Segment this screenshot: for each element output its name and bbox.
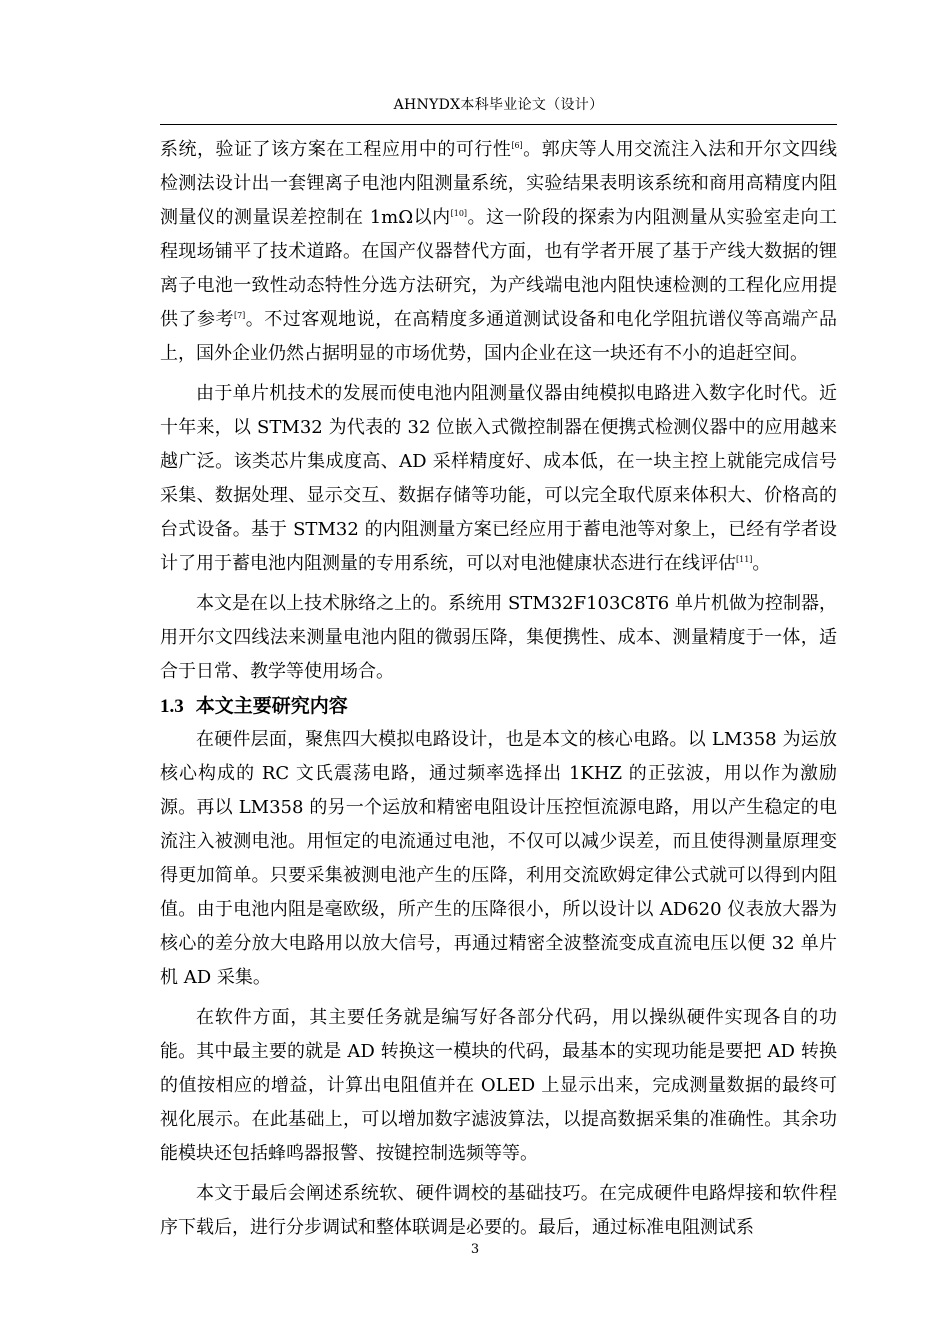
page-number: 3 — [470, 1242, 480, 1257]
paragraph-2 — [160, 377, 837, 581]
page-body — [160, 133, 837, 1245]
citation-ref: [10] — [450, 209, 468, 218]
text-run: 。不过客观地说，在高精度多通道测试设备和电化学阻抗谱仪等高端产品上，国外企业仍然占据明显的市场优势，国内企业在这一块还有不小的追赶空间。 — [160, 309, 838, 364]
citation-ref: [11] — [736, 555, 753, 564]
text-run: 。这一阶段的探索为内阻测量从实验室走向工程现场铺平了技术道路。在国产仪器替代方面，也有学者开展了基于产线大数据的锂离子电池一致性动态特性分选方法研究，为产线端电池内阻快速检测的工程化应用提供了参考 — [160, 207, 837, 330]
text-run: 。郭庆等人用交流注入法和开尔文四线检测法设计出一套锂离子电池内阻测量系统，实验结果表明该系统和商用高精度内阻测量仪的测量误差控制在 1mΩ以内 — [160, 139, 838, 228]
text-run: 系统，验证了该方案在工程应用中的可行性 — [160, 139, 512, 160]
section-title: 本文主要研究内容 — [195, 695, 348, 717]
text-run: 。 — [752, 553, 771, 574]
text-run: 由于单片机技术的发展而使电池内阻测量仪器由纯模拟电路进入数字化时代。近十年来，以 STM32 为代表的 32 位嵌入式微控制器在便携式检测仪器中的应用越来越广泛。该类芯片集成度高、AD 采样精度好、成本低，在一块主控上就能完成信号采集、数据处理、显示交互、数据存储等功能，可以完全取代原来体积大、价格高的台式设备。基于 STM32 的内阻测量方案已经应用于蓄电池等对象上，已经有学者设计了用于蓄电池内阻测量的专用系统，可以对电池健康状态进行在线评估 — [160, 383, 837, 574]
header-title: AHNYDX本科毕业论文（设计） — [393, 97, 604, 113]
page-header — [160, 88, 837, 125]
paragraph-5: 在软件方面，其主要任务就是编写好各部分代码，用以操纵硬件实现各自的功能。其中最主要的就是 AD 转换这一模块的代码，最基本的实现功能是要把 AD 转换的值按相应的增益，计算出电阻值并在 OLED 上显示出来，完成测量数据的最终可视化展示。在此基础上，可以增加数字滤波算法，以提高数据采集的准确性。其余功能模块还包括蜂鸣器报警、按键控制选频等等。 — [160, 1007, 837, 1164]
paragraph-4: 在硬件层面，聚焦四大模拟电路设计，也是本文的核心电路。以 LM358 为运放核心构成的 RC 文氏震荡电路，通过频率选择出 1KHZ 的正弦波，用以作为激励源。再以 LM358 的另一个运放和精密电阻设计压控恒流源电路，用以产生稳定的电流注入被测电池。用恒定的电流通过电池，不仅可以减少误差，而且使得测量原理变得更加简单。只要采集被测电池产生的压降，利用交流欧姆定律公式就可以得到内阻值。由于电池内阻是毫欧级，所产生的压降很小，所以设计以 AD620 仪表放大器为核心的差分放大电路用以放大信号，再通过精密全波整流变成直流电压以便 32 单片机 AD 采集。 — [160, 729, 837, 988]
section-number: 1.3 — [160, 696, 184, 717]
paragraph-6: 本文于最后会阐述系统软、硬件调校的基础技巧。在完成硬件电路焊接和软件程序下载后，进行分步调试和整体联调是必要的。最后，通过标准电阻测试系 — [160, 1183, 837, 1238]
section-heading — [160, 689, 837, 723]
paragraph-1 — [160, 133, 837, 371]
citation-ref: [6] — [511, 141, 523, 150]
paragraph-3: 本文是在以上技术脉络之上的。系统用 STM32F103C8T6 单片机做为控制器，用开尔文四线法来测量电池内阻的微弱压降，集便携性、成本、测量精度于一体，适合于日常、教学等使用场合。 — [160, 593, 837, 682]
citation-ref: [7] — [233, 311, 246, 320]
